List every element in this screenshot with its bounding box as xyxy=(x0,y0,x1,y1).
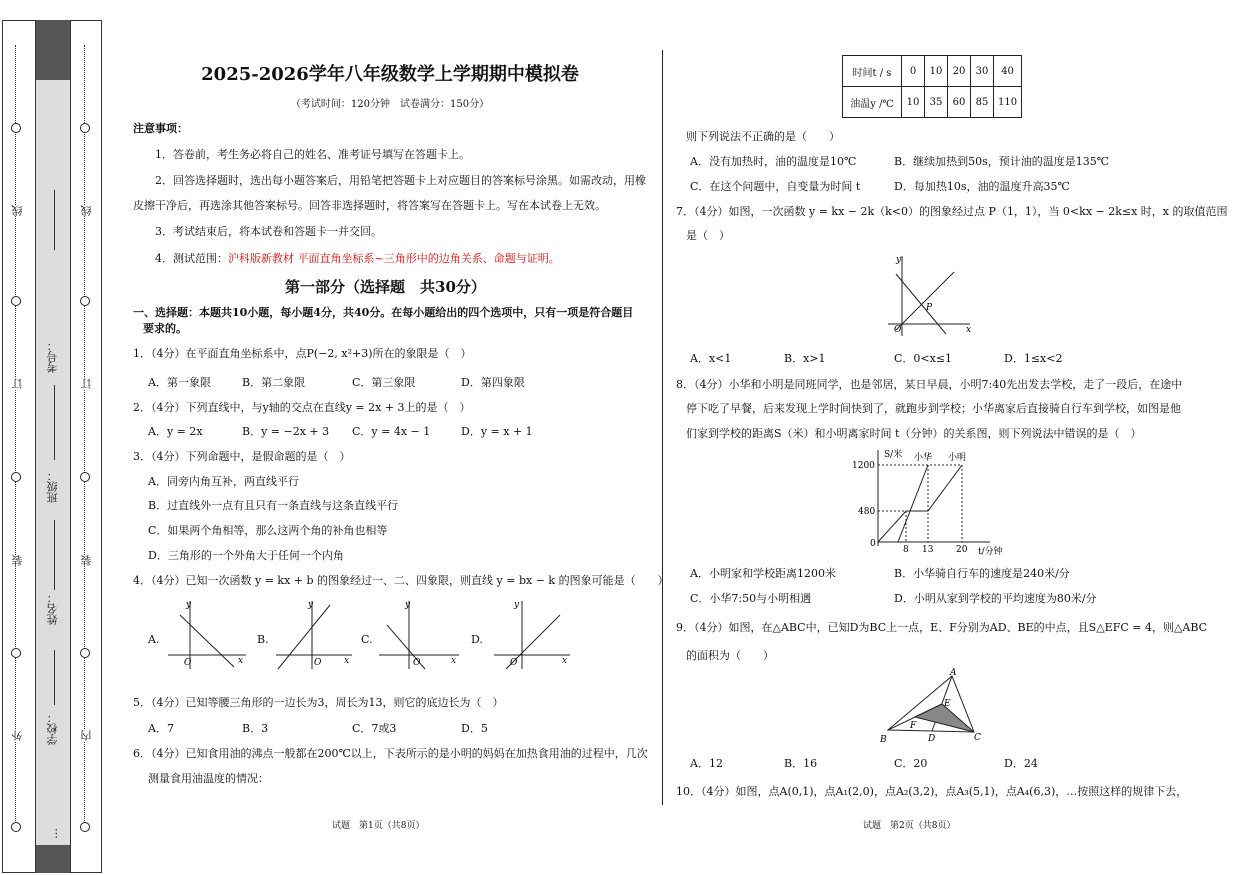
q8-option-b[interactable]: B．小华骑自行车的速度是240米/分 xyxy=(894,567,1070,580)
origin-label: O xyxy=(314,658,322,668)
table-row-label: 时间t / s xyxy=(843,56,902,87)
field-line xyxy=(54,520,55,590)
q1-stem: 1．（4分）在平面直角坐标系中，点P(−2, x²+3)所在的象限是（ ） xyxy=(133,347,472,360)
q1-option-c[interactable]: C．第三象限 xyxy=(352,376,416,389)
origin-label: O xyxy=(510,658,518,668)
q10-stem: 10．（4分）如图，点A(0,1)，点A₁(2,0)，点A₂(3,2)，点A₃(5,1)，点A₄(6,3)，…按照这样的规律下去， xyxy=(676,785,1188,798)
notice-1: 1．答卷前，考生务必将自己的姓名、准考证号填写在答题卡上。 xyxy=(155,148,470,161)
q9-stem-b: 的面积为（ ） xyxy=(686,649,774,662)
label-zhuang-outer: 装 xyxy=(11,555,24,566)
q8-label-hua: 小华 xyxy=(914,453,933,463)
q4-option-d[interactable]: D. xyxy=(471,633,483,646)
q7-option-d[interactable]: D．1≤x<2 xyxy=(1004,352,1063,365)
table-cell: 20 xyxy=(948,56,971,87)
y-label: y xyxy=(405,600,411,610)
label-ding-outer: 订 xyxy=(11,378,24,389)
q8-y-label: S/米 xyxy=(884,450,903,460)
graph-line xyxy=(278,605,330,669)
y-label: y xyxy=(186,600,192,610)
q3-option-a[interactable]: A．同旁内角互补，两直线平行 xyxy=(148,475,299,488)
vertex-c: C xyxy=(974,733,981,743)
y-label: y xyxy=(308,600,314,610)
binding-hole xyxy=(11,296,21,306)
q8-option-c[interactable]: C．小华7:50与小明相遇 xyxy=(690,592,812,605)
y-label: y xyxy=(514,600,520,610)
table-cell: 35 xyxy=(925,87,948,118)
q4-option-c[interactable]: C. xyxy=(361,633,373,646)
outer-dotted-line xyxy=(15,45,16,825)
field-xuexiao: 学校： xyxy=(46,712,59,745)
binding-hole xyxy=(11,123,21,133)
q8-option-d[interactable]: D．小明从家到学校的平均速度为80米/分 xyxy=(894,592,1097,605)
line-y-equals-x xyxy=(896,272,954,330)
notice-2b: 皮擦干净后，再选涂其他答案标号。回答非选择题时，将答案写在答题卡上。写在本试卷上无效。 xyxy=(133,199,606,212)
q1-option-d[interactable]: D．第四象限 xyxy=(461,376,525,389)
field-line xyxy=(54,190,55,250)
label-zhuang-inner: 装 xyxy=(80,555,93,566)
section-heading: 第一部分（选择题 共30分） xyxy=(285,278,486,296)
vertex-f: F xyxy=(910,721,917,731)
q7-option-a[interactable]: A．x<1 xyxy=(690,352,732,365)
q9-option-b[interactable]: B．16 xyxy=(784,757,818,770)
q7-option-b[interactable]: B．x>1 xyxy=(784,352,826,365)
q8-tick-20: 20 xyxy=(956,545,968,555)
x-label: x xyxy=(344,656,350,666)
q5-stem: 5．（4分）已知等腰三角形的一边长为3，周长为13，则它的底边长为（ ） xyxy=(133,696,504,709)
q6-option-a[interactable]: A．没有加热时，油的温度是10℃ xyxy=(690,155,857,168)
q8-stem-a: 8．（4分）小华和小明是同班同学，也是邻居，某日早晨，小明7:40先出发去学校，走了一段后，在途中 xyxy=(676,378,1183,391)
notice-3: 3．考试结束后，将本试卷和答题卡一并交回。 xyxy=(155,225,382,238)
binding-bar xyxy=(35,20,71,873)
q5-option-a[interactable]: A．7 xyxy=(148,722,174,735)
inner-dotted-line xyxy=(84,45,85,825)
label-wai: 外 xyxy=(11,730,24,741)
field-kaohao: 考号： xyxy=(46,340,59,373)
binding-hole xyxy=(80,472,90,482)
xiaoming-line xyxy=(878,465,962,542)
label-xian-inner: 线 xyxy=(80,205,93,216)
q1-option-b[interactable]: B．第二象限 xyxy=(242,376,306,389)
binding-hole xyxy=(11,472,21,482)
q6-question: 则下列说法不正确的是（ ） xyxy=(686,130,840,143)
q2-option-b[interactable]: B．y = −2x + 3 xyxy=(242,425,330,438)
q4-graph-c xyxy=(375,597,465,672)
q7-graph xyxy=(882,250,977,338)
field-line xyxy=(54,650,55,705)
exam-subtitle: （考试时间：120分钟 试卷满分：150分） xyxy=(290,99,490,110)
xiaohua-line xyxy=(898,465,928,542)
q4-option-a[interactable]: A. xyxy=(148,633,160,646)
point-p-label: P xyxy=(926,303,933,313)
x-label: x xyxy=(451,656,457,666)
q8-tick-13: 13 xyxy=(922,545,934,555)
notice-4-range: 沪科版新教材 平面直角坐标系~三角形中的边角关系、命题与证明。 xyxy=(228,252,560,265)
table-row xyxy=(843,56,1022,87)
binding-hole xyxy=(80,123,90,133)
notice-4-prefix: 4．测试范围： xyxy=(155,252,228,265)
q8-tick-0: 0 xyxy=(870,539,876,549)
notice-heading: 注意事项： xyxy=(133,122,188,135)
table-cell: 110 xyxy=(994,87,1022,118)
q2-option-c[interactable]: C．y = 4x − 1 xyxy=(352,425,431,438)
q6-option-d[interactable]: D．每加热10s，油的温度升高35℃ xyxy=(894,180,1070,193)
binding-dark-bottom xyxy=(36,845,70,873)
q9-triangle xyxy=(876,668,986,746)
q6-option-c[interactable]: C．在这个问题中，自变量为时间 t xyxy=(690,180,861,193)
oil-temp-table xyxy=(842,55,1022,118)
q4-graph-a xyxy=(160,597,250,672)
origin-label: O xyxy=(413,658,421,668)
q3-option-b[interactable]: B．过直线外一点有且只有一条直线与这条直线平行 xyxy=(148,499,399,512)
q5-option-b[interactable]: B．3 xyxy=(242,722,269,735)
label-xian-outer: 线 xyxy=(11,205,24,216)
instructions-a: 一、选择题：本题共10小题，每小题4分，共40分。在每小题给出的四个选项中，只有一项是符合题目 xyxy=(133,306,634,319)
q8-tick-480: 480 xyxy=(858,507,876,517)
q5-option-d[interactable]: D．5 xyxy=(461,722,488,735)
x-label: x xyxy=(562,656,568,666)
q9-option-d[interactable]: D．24 xyxy=(1004,757,1038,770)
y-label: y xyxy=(896,255,902,265)
page2-footer: 试题 第2页（共8页） xyxy=(863,821,956,831)
q8-option-a[interactable]: A．小明家和学校距离1200米 xyxy=(690,567,836,580)
table-row-label: 油温y /℃ xyxy=(843,87,902,118)
binding-hole xyxy=(80,296,90,306)
q8-x-label: t/分钟 xyxy=(978,547,1003,557)
q2-stem: 2．（4分）下列直线中，与y轴的交点在直线y = 2x + 3上的是（ ） xyxy=(133,401,471,414)
x-label: x xyxy=(238,656,244,666)
origin-label: O xyxy=(894,325,902,335)
vertex-a: A xyxy=(950,668,957,678)
table-cell: 60 xyxy=(948,87,971,118)
q8-stem-b: 停下吃了早餐，后来发现上学时间快到了，就跑步到学校；小华离家后直接骑自行车到学校，如图是他 xyxy=(686,402,1181,415)
binding-hole xyxy=(11,822,21,832)
notice-2a: 2．回答选择题时，选出每小题答案后，用铅笔把答题卡上对应题目的答案标号涂黑。如需改动，用橡 xyxy=(155,174,646,187)
q1-option-a[interactable]: A．第一象限 xyxy=(148,376,211,389)
q4-option-b[interactable]: B. xyxy=(257,633,269,646)
label-nei: 内 xyxy=(80,730,93,741)
table-cell: 85 xyxy=(971,87,994,118)
q8-label-ming: 小明 xyxy=(948,453,967,463)
q6-option-b[interactable]: B．继续加热到50s，预计油的温度是135℃ xyxy=(894,155,1110,168)
q5-option-c[interactable]: C．7或3 xyxy=(352,722,397,735)
q3-stem: 3．（4分）下列命题中，是假命题的是（ ） xyxy=(133,450,351,463)
field-dots: … xyxy=(47,828,60,839)
x-label: x xyxy=(966,325,972,335)
table-cell: 30 xyxy=(971,56,994,87)
label-ding-inner: 订 xyxy=(80,378,93,389)
q8-tick-1200: 1200 xyxy=(852,461,875,471)
q8-tick-8: 8 xyxy=(903,545,909,555)
q3-option-d[interactable]: D．三角形的一个外角大于任何一个内角 xyxy=(148,549,344,562)
q2-option-d[interactable]: D．y = x + 1 xyxy=(461,425,533,438)
vertex-d: D xyxy=(928,734,936,744)
notice-4 xyxy=(155,250,560,266)
q8-stem-c: 们家到学校的距离S（米）和小明离家时间 t（分钟）的关系图，则下列说法中错误的是（ ） xyxy=(686,427,1142,440)
line-kx-minus-2k xyxy=(896,274,946,334)
table-cell: 10 xyxy=(902,87,925,118)
q9-stem-a: 9．（4分）如图，在△ABC中，已知D为BC上一点，E、F分别为AD、BE的中点，且S△EFC = 4，则△ABC xyxy=(676,621,1208,634)
q7-stem-b: 是（ ） xyxy=(686,229,730,242)
origin-label: O xyxy=(184,658,192,668)
q4-graph-d xyxy=(490,597,580,672)
field-xingming: 姓名： xyxy=(46,592,59,625)
binding-hole xyxy=(80,822,90,832)
binding-hole xyxy=(80,648,90,658)
table-cell: 10 xyxy=(925,56,948,87)
q4-stem: 4．（4分）已知一次函数 y = kx + b 的图象经过一、二、四象限，则直线 y = bx − k 的图象可能是（ ） xyxy=(133,574,669,587)
table-cell: 0 xyxy=(902,56,925,87)
instructions-b: 要求的。 xyxy=(143,322,187,335)
field-line xyxy=(54,385,55,460)
table-cell: 40 xyxy=(994,56,1022,87)
page-divider xyxy=(662,50,663,805)
binding-dark-top xyxy=(36,20,70,80)
q6-stem-a: 6．（4分）已知食用油的沸点一般都在200℃以上，下表所示的是小明的妈妈在加热食用油的过程中，几次 xyxy=(133,747,648,760)
q2-option-a[interactable]: A．y = 2x xyxy=(148,425,203,438)
q7-stem-a: 7．（4分）如图，一次函数 y = kx − 2k（k<0）的图象经过点 P（1，1），当 0<kx − 2k≤x 时，x 的取值范围 xyxy=(676,205,1228,218)
q3-option-c[interactable]: C．如果两个角相等，那么这两个角的补角也相等 xyxy=(148,524,388,537)
vertex-e: E xyxy=(944,699,951,709)
binding-strip xyxy=(0,0,104,875)
field-banji: 班级： xyxy=(46,470,59,503)
q8-graph xyxy=(840,446,1020,558)
q9-option-a[interactable]: A．12 xyxy=(690,757,723,770)
table-row xyxy=(843,87,1022,118)
vertex-b: B xyxy=(880,735,887,745)
q7-option-c[interactable]: C．0<x≤1 xyxy=(894,352,953,365)
q6-stem-b: 测量食用油温度的情况： xyxy=(148,772,269,785)
exam-title: 2025-2026学年八年级数学上学期期中模拟卷 xyxy=(201,64,579,85)
q4-graph-b xyxy=(272,597,362,672)
page1-footer: 试题 第1页（共8页） xyxy=(332,821,425,831)
q9-option-c[interactable]: C．20 xyxy=(894,757,928,770)
binding-hole xyxy=(11,648,21,658)
